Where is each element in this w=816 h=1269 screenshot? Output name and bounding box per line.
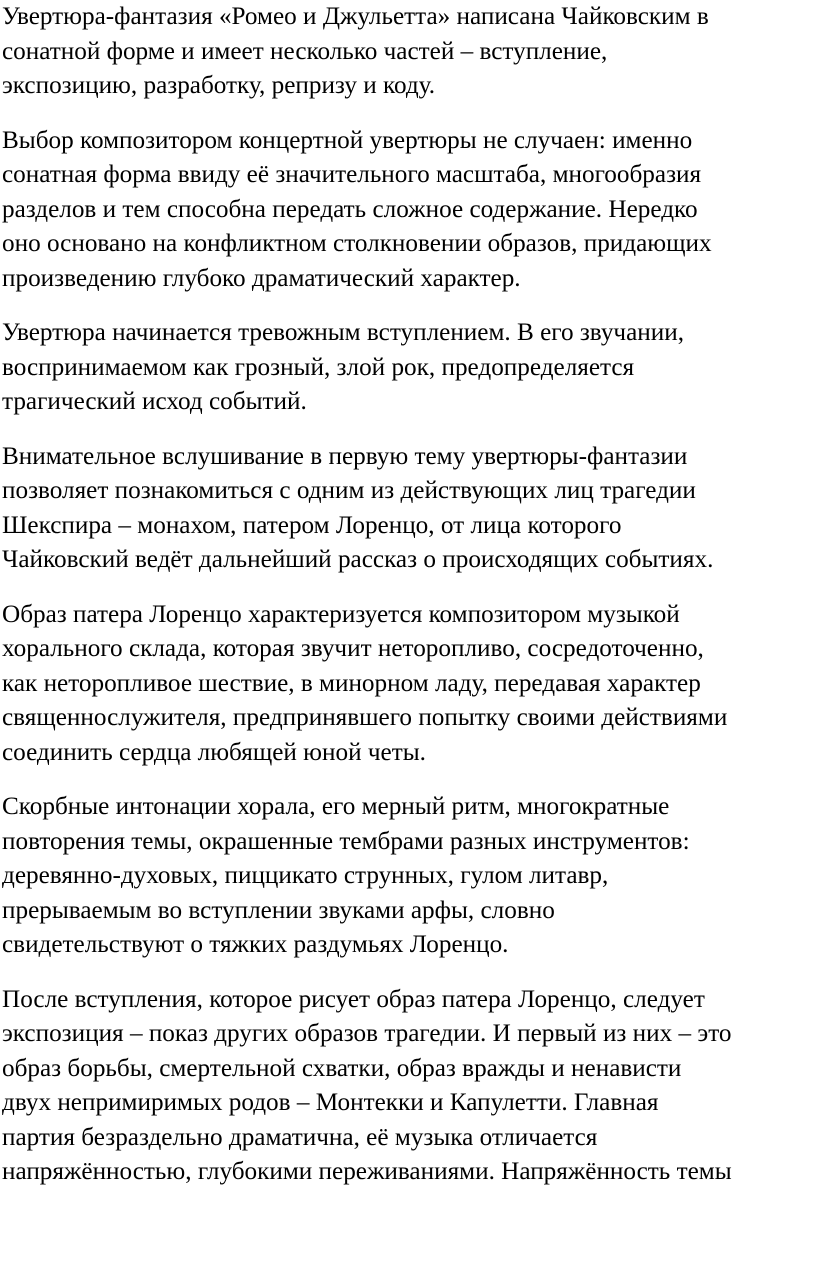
document-body bbox=[2, 0, 814, 1210]
paragraph-exposition: После вступления, которое рисует образ патера Лоренцо, следует экспозиция – показ других образов трагедии. И первый из них – это образ борьбы, смертельной схватки, образ вражды и ненависти двух непримиримых родов – Монтекки и Капулетти. Главная партия безраздельно драматична, её музыка отличается напряжённостью, глубокими переживаниями. Напряжённость темы bbox=[2, 985, 732, 1185]
paragraph-chorale-intonations: Скорбные интонации хорала, его мерный ритм, многократные повторения темы, окрашенные тембрами разных инструментов: деревянно-духовых, пиццикато струнных, гулом литавр, прерываемым во вступлении звуками арфы, словно свидетельствуют о тяжких раздумьях Лоренцо. bbox=[2, 793, 690, 958]
paragraph-overture-choice: Выбор композитором концертной увертюры не случаен: именно сонатная форма ввиду её значительного масштаба, многообразия разделов и тем способна передать сложное содержание. Нередко оно основано на конфликтном столкновении образов, придающих произведению глубоко драматический характер. bbox=[2, 126, 712, 292]
paragraph-first-theme: Внимательное вслушивание в первую тему увертюры-фантазии позволяет познакомиться с одним из действующих лиц трагедии Шекспира – монахом, патером Лоренцо, от лица которого Чайковский ведёт дальнейший рассказ о происходящих событиях. bbox=[2, 442, 714, 573]
paragraph-lorenzo-image: Образ патера Лоренцо характеризуется композитором музыкой хорального склада, которая звучит неторопливо, сосредоточенно, как неторопливое шествие, в минорном ладу, передавая характер священнослужителя, предпринявшего попытку своими действиями соединить сердца любящей юной четы. bbox=[2, 600, 728, 766]
paragraph-sonata-form: Увертюра-фантазия «Ромео и Джульетта» написана Чайковским в сонатной форме и имеет несколько частей – вступление, экспозицию, разработку, репризу и коду. bbox=[2, 3, 709, 99]
paragraph-introduction: Увертюра начинается тревожным вступлением. В его звучании, воспринимаемом как грозный, злой рок, предопределяется трагический исход событий. bbox=[2, 319, 685, 415]
